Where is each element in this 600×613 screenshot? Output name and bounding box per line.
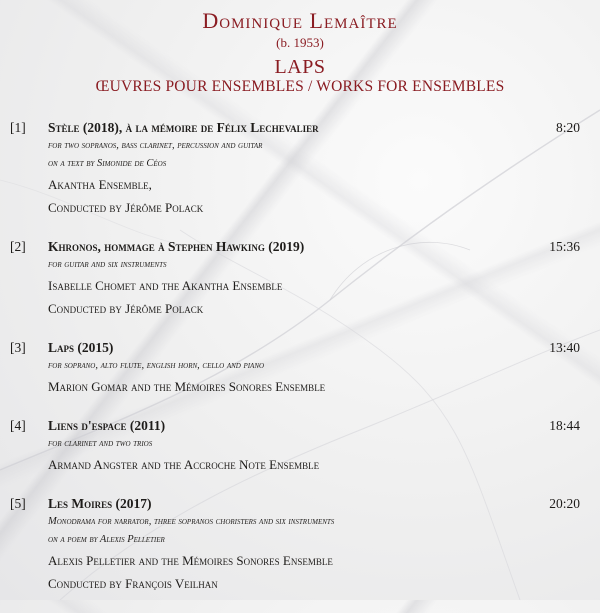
track-item (0, 237, 600, 320)
track-item (0, 118, 600, 219)
track-number: [2] (10, 239, 26, 254)
composer-dates: (b. 1953) (276, 35, 324, 50)
track-performer: Conducted by Jérôme Polack (48, 301, 204, 316)
track-performer: Marion Gomar and the Mémoires Sonores Ensemble (48, 379, 326, 394)
track-duration: 20:20 (549, 496, 580, 511)
track-item (0, 416, 600, 476)
track-instrumentation: on a text by Simonide de Céos (48, 158, 167, 169)
track-performer: Akantha Ensemble, (48, 177, 152, 192)
track-title: Stèle (2018), à la mémoire de Félix Lechevalier (48, 120, 319, 135)
track-item (0, 338, 600, 398)
track-number: [4] (10, 418, 26, 433)
track-duration: 18:44 (549, 418, 580, 433)
track-number: [1] (10, 120, 26, 135)
album-title: LAPS (274, 56, 326, 78)
track-instrumentation: Monodrama for narrator, three sopranos choristers and six instruments (48, 516, 335, 527)
album-header (0, 8, 600, 96)
track-title: Khronos, hommage à Stephen Hawking (2019) (48, 239, 305, 254)
track-performer: Alexis Pelletier and the Mémoires Sonores Ensemble (48, 553, 333, 568)
track-performer: Isabelle Chomet and the Akantha Ensemble (48, 278, 283, 293)
track-performer: Conducted by Jérôme Polack (48, 200, 204, 215)
track-duration: 15:36 (549, 239, 580, 254)
track-instrumentation: for soprano, alto flute, english horn, cello and piano (48, 360, 265, 371)
track-instrumentation: for two sopranos, bass clarinet, percussion and guitar (48, 140, 263, 151)
composer-name: Dominique Lemaître (202, 8, 398, 33)
track-number: [3] (10, 340, 26, 355)
track-title: Les Moires (2017) (48, 496, 152, 511)
track-instrumentation: on a poem by Alexis Pelletier (48, 534, 165, 545)
track-title: Liens d'espace (2011) (48, 418, 166, 433)
track-duration: 8:20 (555, 120, 580, 135)
track-instrumentation: for guitar and six instruments (48, 259, 167, 270)
track-number: [5] (10, 496, 26, 511)
track-title: Laps (2015) (48, 340, 114, 355)
album-subtitle: ŒUVRES POUR ENSEMBLES / WORKS FOR ENSEMBLES (95, 78, 505, 95)
track-duration: 13:40 (549, 340, 580, 355)
track-list (0, 118, 600, 613)
track-item (0, 494, 600, 595)
track-performer: Conducted by François Veilhan (48, 576, 218, 591)
track-performer: Armand Angster and the Accroche Note Ensemble (48, 457, 320, 472)
track-instrumentation: for clarinet and two trios (48, 438, 153, 449)
